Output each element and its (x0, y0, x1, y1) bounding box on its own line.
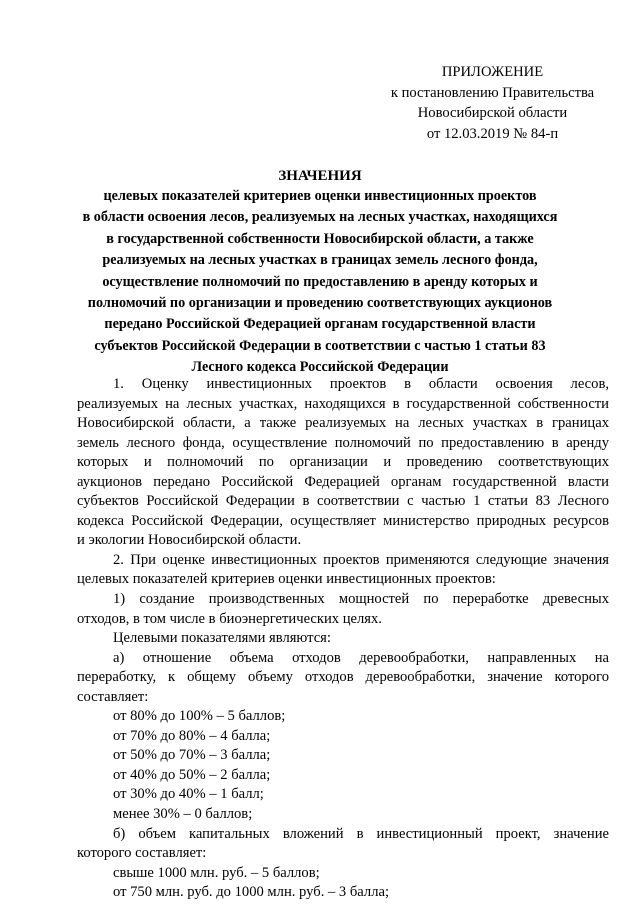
paragraph-line: 1) создание производственных мощностей по переработке древесных (113, 591, 609, 608)
value-line: от 70% до 80% – 4 балла; (113, 727, 271, 744)
paragraph-1 (77, 375, 609, 551)
appendix-line-3: от 12.03.2019 № 84-п (426, 125, 559, 142)
document-body (77, 375, 609, 903)
value-line: от 30% до 40% – 1 балл; (113, 786, 264, 803)
value-line: менее 30% – 0 баллов; (113, 806, 253, 823)
paragraph-line: которого составляет: (77, 845, 207, 862)
targets-intro (77, 629, 609, 649)
value-line: свыше 1000 млн. руб. – 5 баллов; (113, 864, 320, 881)
paragraph-line: аукционов передано Российской Федерацией органам государственной власти (77, 473, 609, 490)
indicator-a-values (77, 707, 609, 824)
paragraph-line: отходов, в том числе в биоэнергетических целях. (77, 610, 382, 627)
paragraph-line: а) отношение объема отходов деревообработки, направленных на (113, 649, 609, 666)
paragraph-line: и экологии Новосибирской области. (77, 532, 302, 549)
paragraph-line: переработку, к общему объему отходов деревообработки, значение которого (77, 669, 609, 686)
paragraph-line: реализуемых на лесных участках, находящихся в государственной собственности (77, 395, 609, 412)
title-line: в области освоения лесов, реализуемых на лесных участках, находящихся (82, 209, 558, 226)
title-line: целевых показателей критериев оценки инвестиционных проектов (103, 188, 537, 204)
appendix-label: ПРИЛОЖЕНИЕ (441, 64, 544, 80)
value-line: от 80% до 100% – 5 баллов; (113, 708, 286, 725)
paragraph-line: земель лесного фонда, осуществление полномочий по предоставлению в аренду (77, 434, 609, 451)
appendix-line-2: Новосибирской области (417, 105, 568, 121)
indicator-a (77, 649, 609, 708)
title-line: осуществление полномочий по предоставлению в аренду которых и (102, 273, 538, 290)
appendix-block (380, 62, 605, 144)
appendix-line-1: к постановлению Правительства (390, 84, 595, 101)
paragraph-line: целевых показателей критериев оценки инвестиционных проектов: (77, 571, 496, 588)
title-line: передано Российской Федерацией органам государственной власти (104, 316, 536, 333)
paragraph-line: 1. Оценку инвестиционных проектов в области освоения лесов, (113, 376, 609, 392)
paragraph-2 (77, 551, 609, 590)
title-line: полномочий по организации и проведению соответствующих аукционов (87, 295, 553, 312)
title-line: Лесного кодекса Российской Федерации (191, 359, 449, 376)
paragraph-line: кодекса Российской Федерации, осуществляет министерство природных ресурсов (77, 512, 609, 529)
title-heading: ЗНАЧЕНИЯ (278, 168, 362, 184)
document-title (60, 166, 580, 379)
paragraph-line: субъектов Российской Федерации в соответствии с частью 1 статьи 83 Лесного (77, 493, 609, 510)
title-line: в государственной собственности Новосибирской области, а также (106, 230, 534, 247)
value-line: от 50% до 70% – 3 балла; (113, 747, 271, 764)
indicator-b-values (77, 864, 609, 903)
title-line: реализуемых на лесных участках в границах земель лесного фонда, (102, 252, 538, 269)
paragraph-line: б) объем капитальных вложений в инвестиционный проект, значение (113, 825, 609, 842)
paragraph-line: которых и полномочий по организации и проведению соответствующих (77, 454, 609, 471)
title-line: субъектов Российской Федерации в соответствии с частью 1 статьи 83 (94, 337, 546, 354)
paragraph-line: составляет: (77, 688, 149, 705)
indicator-b (77, 825, 609, 864)
paragraph-line: Целевыми показателями являются: (113, 630, 331, 647)
paragraph-3 (77, 590, 609, 629)
paragraph-line: 2. При оценке инвестиционных проектов применяются следующие значения (113, 551, 609, 568)
value-line: от 750 млн. руб. до 1000 млн. руб. – 3 балла; (113, 884, 390, 901)
value-line: от 40% до 50% – 2 балла; (113, 766, 271, 783)
paragraph-line: Новосибирской области, а также реализуемых на лесных участках в границах (77, 415, 609, 432)
